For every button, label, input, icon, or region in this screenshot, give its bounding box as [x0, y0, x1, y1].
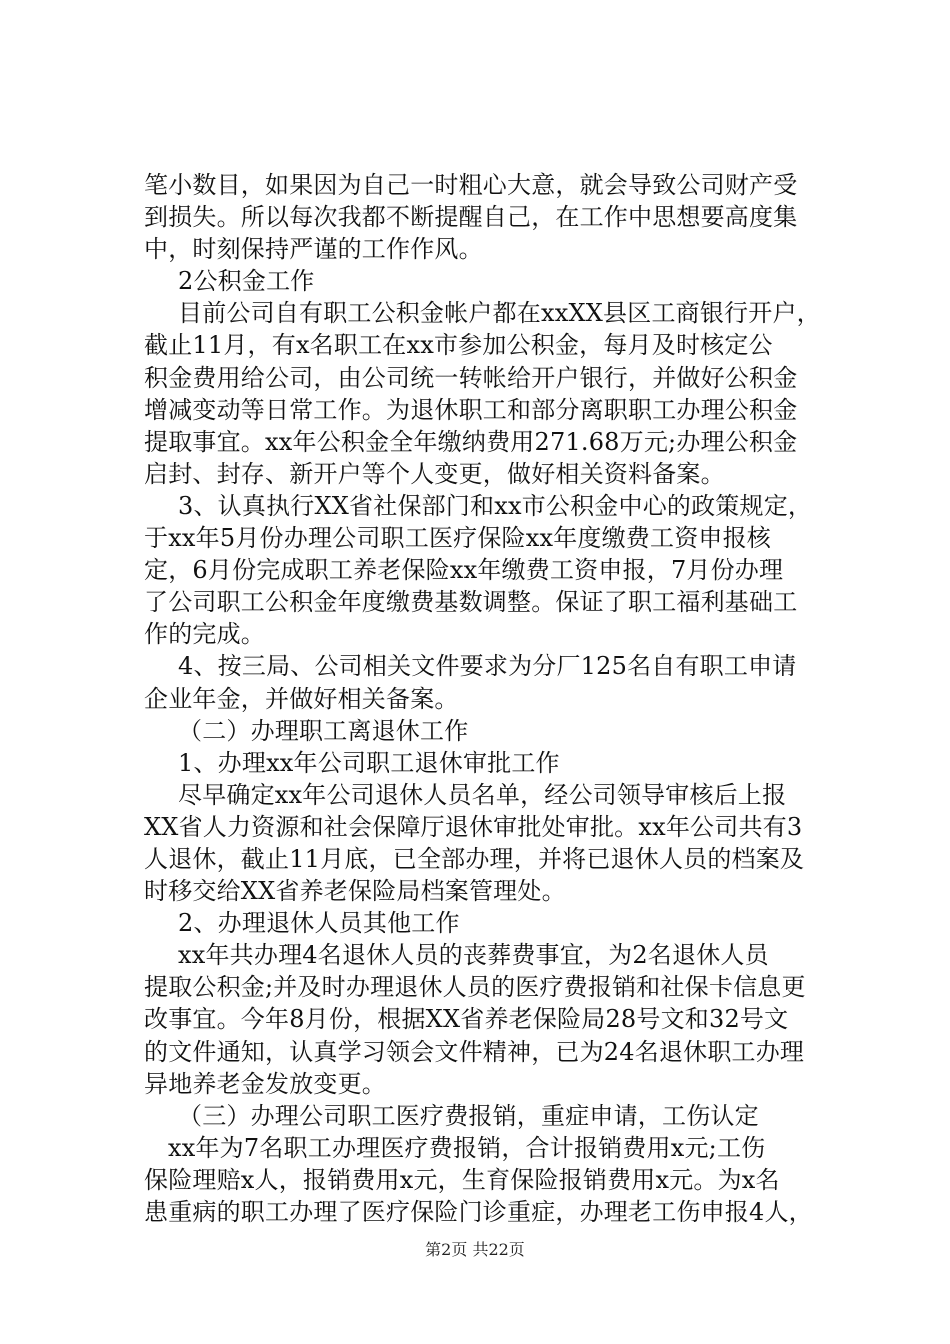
- text-line: 企业年金，并做好相关备案。: [144, 684, 459, 713]
- text-line: 改事宜。今年8月份，根据XX省养老保险局28号文和32号文: [144, 1005, 789, 1034]
- text-line: 患重病的职工办理了医疗保险门诊重症，办理老工伤申报4人，: [144, 1198, 813, 1226]
- text-line: 启封、封存、新开户等个人变更，做好相关资料备案。: [144, 459, 725, 488]
- text-line: 2、办理退休人员其他工作: [178, 909, 460, 938]
- text-line: XX省人力资源和社会保障厅退休审批处审批。xx年公司共有3: [144, 812, 803, 841]
- text-line: 笔小数目，如果因为自己一时粗心大意，就会导致公司财产受: [144, 171, 798, 199]
- text-line: 目前公司自有职工公积金帐户都在xxXX县区工商银行开户，: [178, 299, 821, 328]
- text-line: 到损失。所以每次我都不断提醒自己，在工作中思想要高度集: [144, 203, 798, 232]
- text-line: （三）办理公司职工医疗费报销，重症申请，工伤认定: [178, 1101, 759, 1130]
- text-line: xx年为7名职工办理医疗费报销，合计报销费用x元;工伤: [168, 1133, 766, 1162]
- document-body: [144, 169, 834, 1228]
- text-line: xx年共办理4名退休人员的丧葬费事宜，为2名退休人员: [178, 941, 769, 970]
- text-line: 提取事宜。xx年公积金全年缴纳费用271.68万元;办理公积金: [144, 427, 798, 456]
- text-line: 增减变动等日常工作。为退休职工和部分离职职工办理公积金: [144, 395, 798, 424]
- text-line: （二）办理职工离退休工作: [178, 716, 469, 745]
- text-line: 积金费用给公司，由公司统一转帐给开户银行，并做好公积金: [144, 363, 798, 392]
- text-line: 1、办理xx年公司职工退休审批工作: [178, 748, 560, 777]
- text-line: 保险理赔x人，报销费用x元，生育保险报销费用x元。为x名: [144, 1165, 780, 1194]
- text-line: 作的完成。: [144, 620, 265, 649]
- text-line: 异地养老金发放变更。: [144, 1069, 386, 1098]
- text-line: 于xx年5月份办理公司职工医疗保险xx年度缴费工资申报核: [144, 524, 772, 553]
- text-line: 定，6月份完成职工养老保险xx年缴费工资申报，7月份办理: [144, 556, 784, 585]
- text-line: 提取公积金;并及时办理退休人员的医疗费报销和社保卡信息更: [144, 973, 806, 1002]
- text-line: 3、认真执行XX省社保部门和xx市公积金中心的政策规定，: [178, 491, 813, 520]
- text-line: 时移交给XX省养老保险局档案管理处。: [144, 877, 566, 906]
- text-line: 2公积金工作: [178, 267, 315, 296]
- text-line: 4、按三局、公司相关文件要求为分厂125名自有职工申请: [178, 652, 797, 681]
- text-line: 了公司职工公积金年度缴费基数调整。保证了职工福利基础工: [144, 588, 798, 617]
- text-line: 中，时刻保持严谨的工作作风。: [144, 235, 483, 264]
- text-line: 尽早确定xx年公司退休人员名单，经公司领导审核后上报: [178, 780, 787, 809]
- page-footer: 第2页 共22页: [425, 1240, 525, 1259]
- text-line: 人退休，截止11月底，已全部办理，并将已退休人员的档案及: [144, 844, 805, 873]
- text-line: 的文件通知，认真学习领会文件精神，已为24名退休职工办理: [144, 1037, 805, 1066]
- text-line: 截止11月，有x名职工在xx市参加公积金，每月及时核定公: [144, 331, 773, 360]
